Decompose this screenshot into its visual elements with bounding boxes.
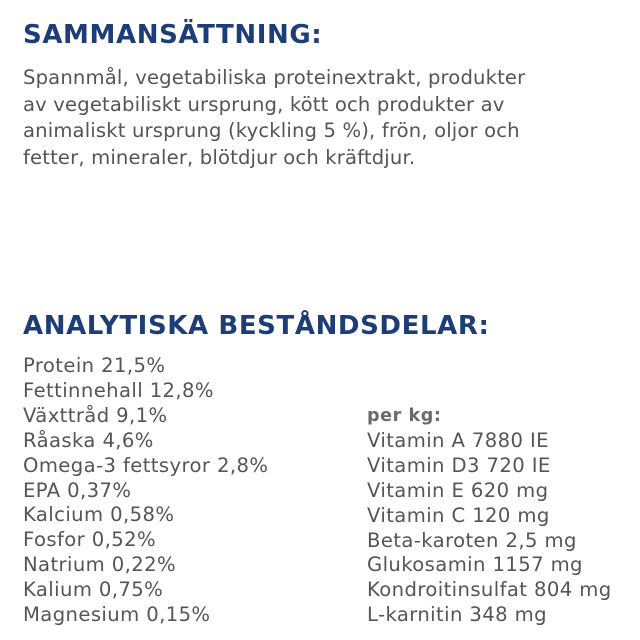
composition-line: fetter, mineraler, blötdjur och kräftdjur. bbox=[23, 145, 416, 169]
additive-item: Vitamin D3 720 IE bbox=[367, 453, 551, 477]
constituent-item: Växttråd 9,1% bbox=[23, 403, 168, 427]
composition-line: av vegetabiliskt ursprung, kött och produkter av bbox=[23, 92, 505, 116]
constituent-item: Fettinnehall 12,8% bbox=[23, 378, 214, 402]
constituent-item: Natrium 0,22% bbox=[23, 553, 177, 577]
additive-item: Kondroitinsulfat 804 mg bbox=[367, 578, 612, 602]
composition-line: Spannmål, vegetabiliska proteinextrakt, produkter bbox=[23, 66, 526, 89]
constituent-item: Fosfor 0,52% bbox=[23, 528, 156, 552]
composition-heading: SAMMANSÄTTNING: bbox=[23, 20, 323, 50]
additive-item: Beta-karoten 2,5 mg bbox=[367, 528, 577, 552]
additive-item: Vitamin E 620 mg bbox=[367, 478, 549, 502]
additive-item: Vitamin C 120 mg bbox=[367, 503, 550, 527]
constituent-item: Omega-3 fettsyror 2,8% bbox=[23, 453, 269, 477]
analytical-constituents-heading: ANALYTISKA BESTÅNDSDELAR: bbox=[23, 311, 490, 341]
additive-item: Vitamin A 7880 IE bbox=[367, 428, 549, 452]
per-kg-label: per kg: bbox=[367, 406, 442, 426]
additives-per-kg-list bbox=[367, 404, 612, 628]
constituent-item: Kalcium 0,58% bbox=[23, 503, 175, 527]
composition-line: animaliskt ursprung (kyckling 5 %), frön, oljor och bbox=[23, 119, 520, 142]
composition-text bbox=[23, 65, 633, 171]
analytical-constituents-list bbox=[23, 354, 268, 628]
additive-item: L-karnitin 348 mg bbox=[367, 603, 547, 627]
constituent-item: EPA 0,37% bbox=[23, 478, 132, 502]
constituent-item: Råaska 4,6% bbox=[23, 428, 154, 452]
constituent-item: Magnesium 0,15% bbox=[23, 603, 211, 627]
additive-item: Glukosamin 1157 mg bbox=[367, 553, 583, 577]
constituent-item: Protein 21,5% bbox=[23, 354, 166, 377]
constituent-item: Kalium 0,75% bbox=[23, 578, 164, 602]
